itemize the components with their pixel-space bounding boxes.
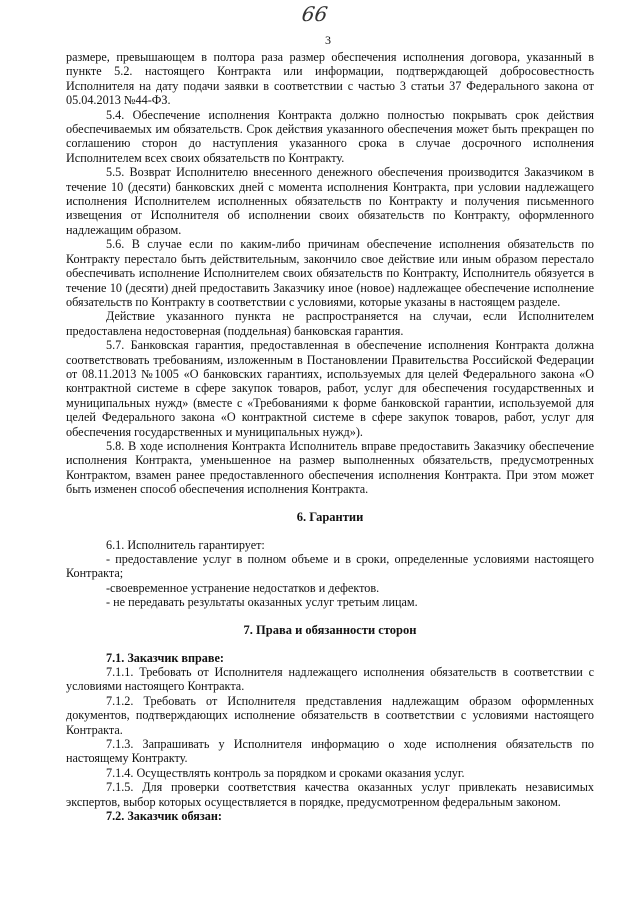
section-6-heading: 6. Гарантии <box>296 509 364 524</box>
guarantee-item-3: - не передавать результаты оказанных услуг третьим лицам. <box>106 595 418 610</box>
page-number: 3 <box>325 33 331 47</box>
subsection-7-2 <box>66 809 594 823</box>
paragraph-7-1-2: 7.1.2. Требовать от Исполнителя представления надлежащим образом оформленных документов, подтверждающих исполнение обязательств в соответствии с условиями настоящего Контракта. <box>66 693 594 737</box>
paragraph-5-5: 5.5. Возврат Исполнителю внесенного денежного обеспечения производится Заказчиком в течение 10 (десяти) банковских дней с момента исполнения Контракта, при условии надлежащего исполнения Исполнителем исполненных обязательств по Контракту и получения письменного извещения от Исполнителя об исполнении своих обязательств по Контракту, оформленного надлежащим образом. <box>66 165 594 237</box>
paragraph-7-1-1: 7.1.1. Требовать от Исполнителя надлежащего исполнения обязательств в соответствии с условиями настоящего Контракта. <box>66 665 594 694</box>
guarantee-item-2: -своевременное устранение недостатков и дефектов. <box>106 580 380 595</box>
paragraph-7-1-4: 7.1.4. Осуществлять контроль за порядком и сроками оказания услуг. <box>106 765 465 780</box>
document-body <box>66 50 594 824</box>
paragraph-5-6-note: Действие указанного пункта не распространяется на случаи, если Исполнителем предоставлена недостоверная (поддельная) банковская гарантия. <box>66 309 594 338</box>
handwritten-page-number: 66 <box>300 2 330 26</box>
subsection-7-1-title: 7.1. Заказчик вправе: <box>106 650 224 665</box>
guarantee-item-1: - предоставление услуг в полном объеме и в сроки, определенные условиями настоящего Контракта; <box>66 552 594 581</box>
paragraph-5-6: 5.6. В случае если по каким-либо причинам обеспечение исполнения обязательств по Контракту перестало быть действительным, закончило свое действие или иным образом перестало обеспечивать исполнение Исполнителем своих обязательств по Контракту, Исполнитель обязуется в течение 10 (десяти) дней предоставить Заказчику иное (новое) надлежащее обеспечение исполнение обязательств по Контракту в соответствии с условиями, которые указаны в настоящем разделе. <box>66 237 594 309</box>
paragraph-continuation: размере, превышающем в полтора раза размер обеспечения исполнения договора, указанный в пункте 5.2. настоящего Контракта или информации, подтверждающей добросовестность Исполнителя на дату подачи заявки в соответствии с частью 3 статьи 37 Федерального закона от 05.04.2013 №44-ФЗ. <box>66 50 594 108</box>
section-7-heading: 7. Права и обязанности сторон <box>243 622 417 637</box>
paragraph-7-1-3: 7.1.3. Запрашивать у Исполнителя информацию о ходе исполнения обязательств по настоящему Контракту. <box>66 737 594 766</box>
subsection-7-2-title: 7.2. Заказчик обязан: <box>106 809 222 824</box>
paragraph-7-1-5: 7.1.5. Для проверки соответствия качества оказанных услуг привлекать независимых экспертов, выбор которых осуществляется в порядке, предусмотренном федеральным законом. <box>66 780 594 809</box>
paragraph-5-4: 5.4. Обеспечение исполнения Контракта должно полностью покрывать срок действия обеспечиваемых им обязательств. Срок действия указанного обеспечения может быть прекращен по соглашению сторон до наступления указанного срока в случае досрочного исполнения Исполнителем всех своих обязательств по Контракту. <box>66 107 594 165</box>
paragraph-6-1: 6.1. Исполнитель гарантирует: <box>106 537 265 552</box>
paragraph-5-8: 5.8. В ходе исполнения Контракта Исполнитель вправе предоставить Заказчику обеспечение исполнения Контракта, уменьшенное на размер выполненных обязательств, предусмотренных Контрактом, взамен ранее предоставленного обеспечения исполнения Контракта. При этом может быть изменен способ обеспечения исполнения Контракта. <box>66 438 594 497</box>
paragraph-5-7: 5.7. Банковская гарантия, предоставленная в обеспечение исполнения Контракта должна соответствовать требованиям, изложенным в Постановлении Правительства Российской Федерации от 08.11.2013 №1005 «О банковских гарантиях, используемых для целей Федерального закона «О контрактной системе в сфере закупок товаров, работ, услуг для обеспечения государственных и муниципальных нужд» (вместе с «Требованиями к форме банковской гарантии, используемой для целей Федерального закона «О контрактной системе в сфере закупок товаров, работ, услуг для обеспечения государственных и муниципальных нужд»). <box>66 338 594 439</box>
subsection-7-1 <box>66 651 594 665</box>
